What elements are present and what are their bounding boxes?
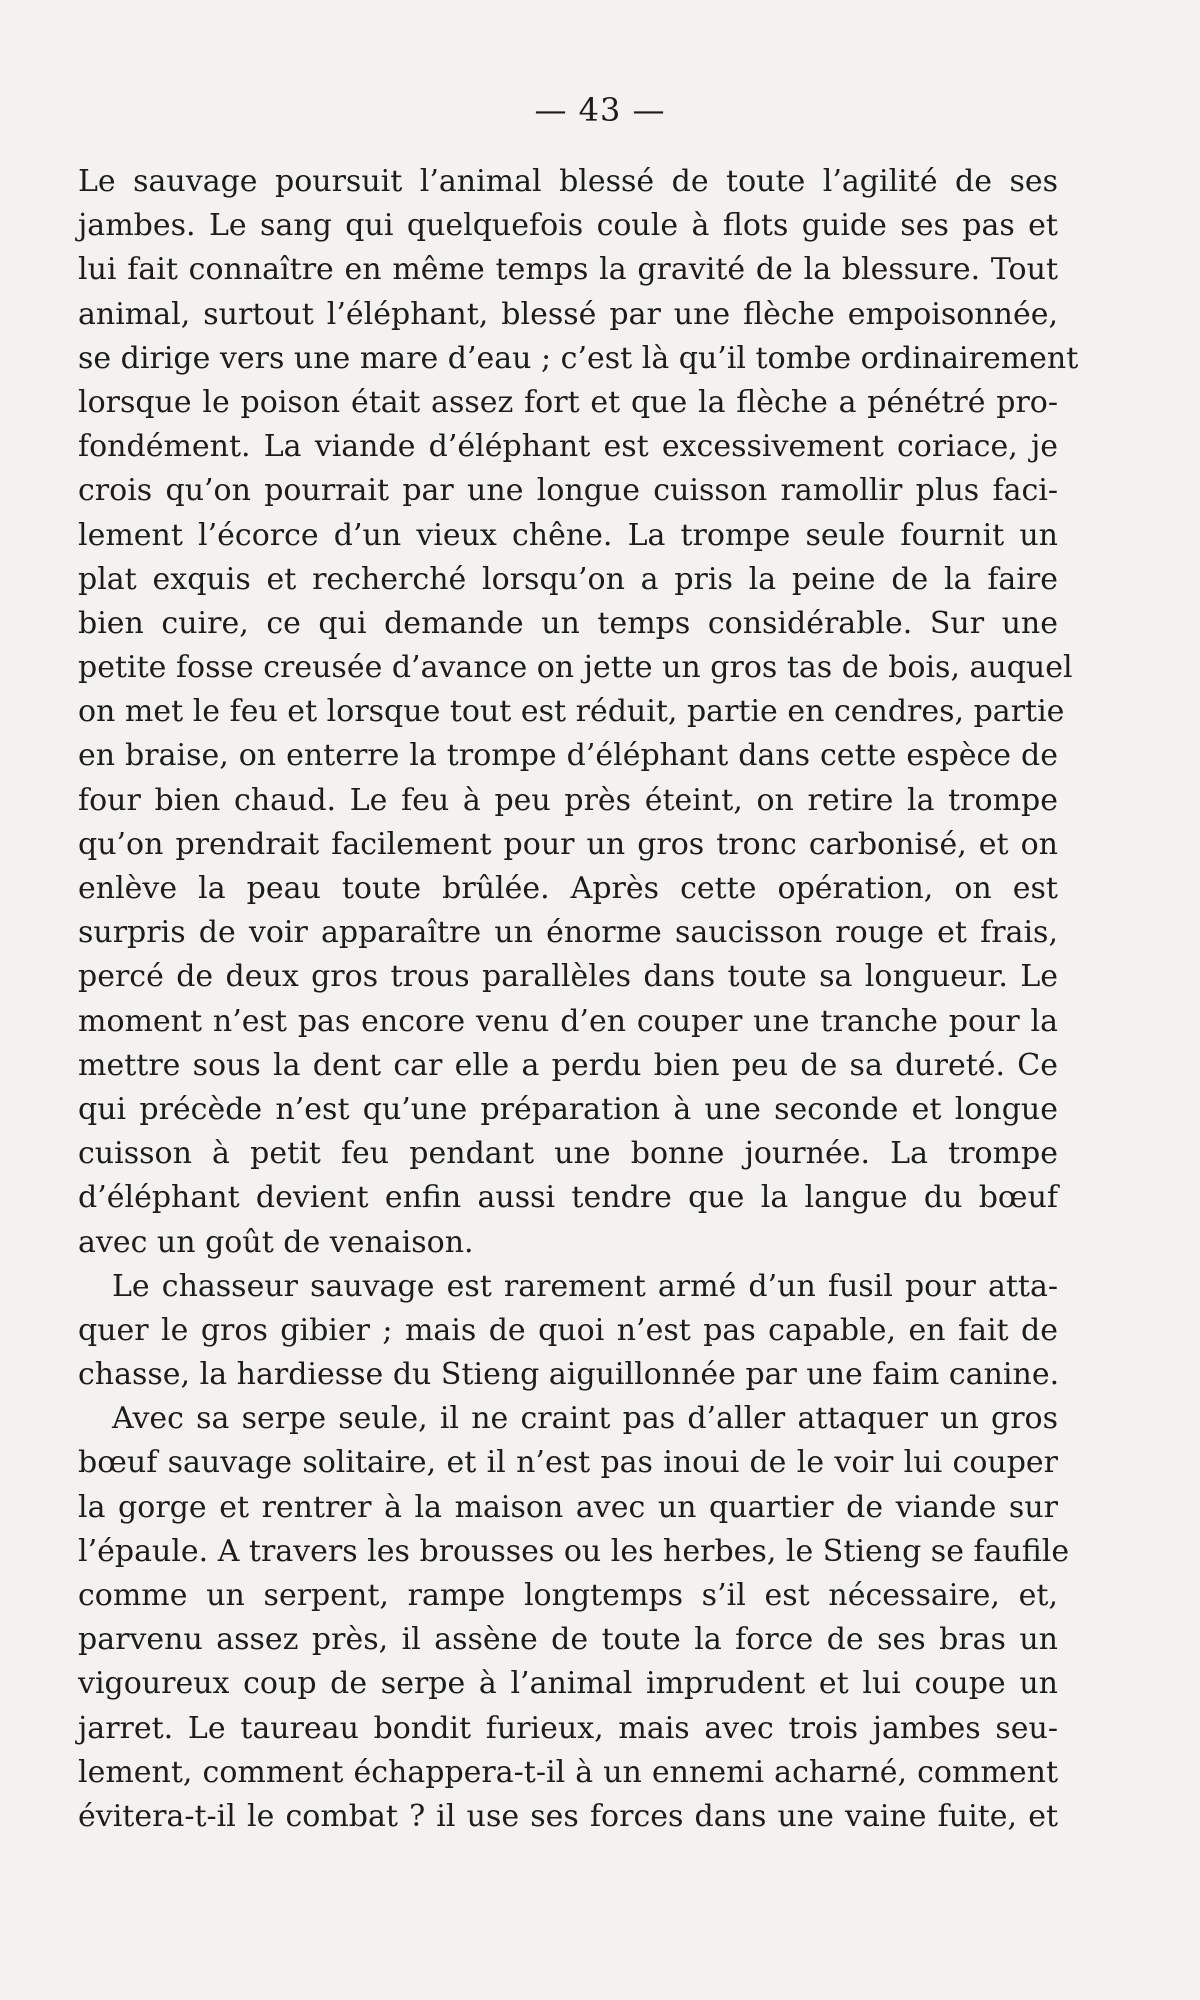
text-line: évitera-t-il le combat ? il use ses forces dans une vaine fuite, et: [78, 1798, 1058, 1834]
text-line: vigoureux coup de serpe à l’animal imprudent et lui coupe un: [78, 1666, 1058, 1702]
text-line: en braise, on enterre la trompe d’éléphant dans cette espèce de: [78, 738, 1058, 774]
text-line: four bien chaud. Le feu à peu près éteint, on retire la trompe: [78, 782, 1058, 818]
text-line: lorsque le poison était assez fort et que la flèche a pénétré pro-: [78, 384, 1058, 420]
text-line: bien cuire, ce qui demande un temps considérable. Sur une: [78, 605, 1058, 641]
text-line: moment n’est pas encore venu d’en couper une tranche pour la: [78, 1003, 1058, 1039]
paragraph: [78, 1265, 1058, 1398]
text-line: lement l’écorce d’un vieux chêne. La trompe seule fournit un: [78, 517, 1058, 553]
text-line: quer le gros gibier ; mais de quoi n’est pas capable, en fait de: [78, 1312, 1058, 1348]
text-line: plat exquis et recherché lorsqu’on a pris la peine de la faire: [78, 561, 1058, 597]
text-line: jambes. Le sang qui quelquefois coule à flots guide ses pas et: [78, 208, 1058, 244]
text-line: qu’on prendrait facilement pour un gros tronc carbonisé, et on: [78, 826, 1058, 862]
text-line: crois qu’on pourrait par une longue cuisson ramollir plus faci-: [78, 473, 1058, 509]
paragraph: [78, 1397, 1070, 1839]
text-line: percé de deux gros trous parallèles dans toute sa longueur. Le: [78, 959, 1058, 995]
text-line: comme un serpent, rampe longtemps s’il est nécessaire, et,: [78, 1578, 1058, 1613]
text-line: Avec sa serpe seule, il ne craint pas d’aller attaquer un gros: [112, 1401, 1058, 1437]
text-line: Le sauvage poursuit l’animal blessé de toute l’agilité de ses: [78, 164, 1058, 199]
paragraph: [78, 160, 1079, 1265]
text-line: petite fosse creusée d’avance on jette un gros tas de bois, auquel: [78, 650, 1073, 686]
text-line: lement, comment échappera-t-il à un ennemi acharné, comment: [78, 1754, 1058, 1790]
text-line: mettre sous la dent car elle a perdu bien peu de sa dureté. Ce: [78, 1047, 1058, 1083]
text-line: bœuf sauvage solitaire, et il n’est pas inoui de le voir lui couper: [78, 1445, 1058, 1481]
text-line: l’épaule. A travers les brousses ou les herbes, le Stieng se faufile: [78, 1533, 1070, 1569]
text-line: enlève la peau toute brûlée. Après cette opération, on est: [78, 871, 1058, 906]
text-line: animal, surtout l’éléphant, blessé par une flèche empoisonnée,: [78, 296, 1058, 332]
page-number: — 43 —: [534, 91, 666, 129]
text-line: se dirige vers une mare d’eau ; c’est là qu’il tombe ordinairement: [78, 340, 1079, 376]
text-line: on met le feu et lorsque tout est réduit, partie en cendres, partie: [78, 694, 1065, 730]
text-line: cuisson à petit feu pendant une bonne journée. La trompe: [78, 1136, 1058, 1172]
text-line: avec un goût de venaison.: [78, 1224, 474, 1260]
text-line: jarret. Le taureau bondit furieux, mais avec trois jambes seu-: [78, 1710, 1058, 1746]
text-line: qui précède n’est qu’une préparation à une seconde et longue: [78, 1091, 1058, 1127]
text-line: chasse, la hardiesse du Stieng aiguillonnée par une faim canine.: [78, 1357, 1060, 1393]
text-line: fondément. La viande d’éléphant est excessivement coriace, je: [78, 429, 1058, 465]
text-line: surpris de voir apparaître un énorme saucisson rouge et frais,: [78, 915, 1058, 951]
text-line: d’éléphant devient enfin aussi tendre que la langue du bœuf: [78, 1180, 1058, 1216]
text-line: lui fait connaître en même temps la gravité de la blessure. Tout: [78, 252, 1058, 288]
body-text: [78, 160, 1079, 1839]
text-line: la gorge et rentrer à la maison avec un quartier de viande sur: [78, 1489, 1058, 1525]
text-line: parvenu assez près, il assène de toute la force de ses bras un: [78, 1622, 1058, 1658]
text-line: Le chasseur sauvage est rarement armé d’un fusil pour atta-: [112, 1268, 1058, 1304]
